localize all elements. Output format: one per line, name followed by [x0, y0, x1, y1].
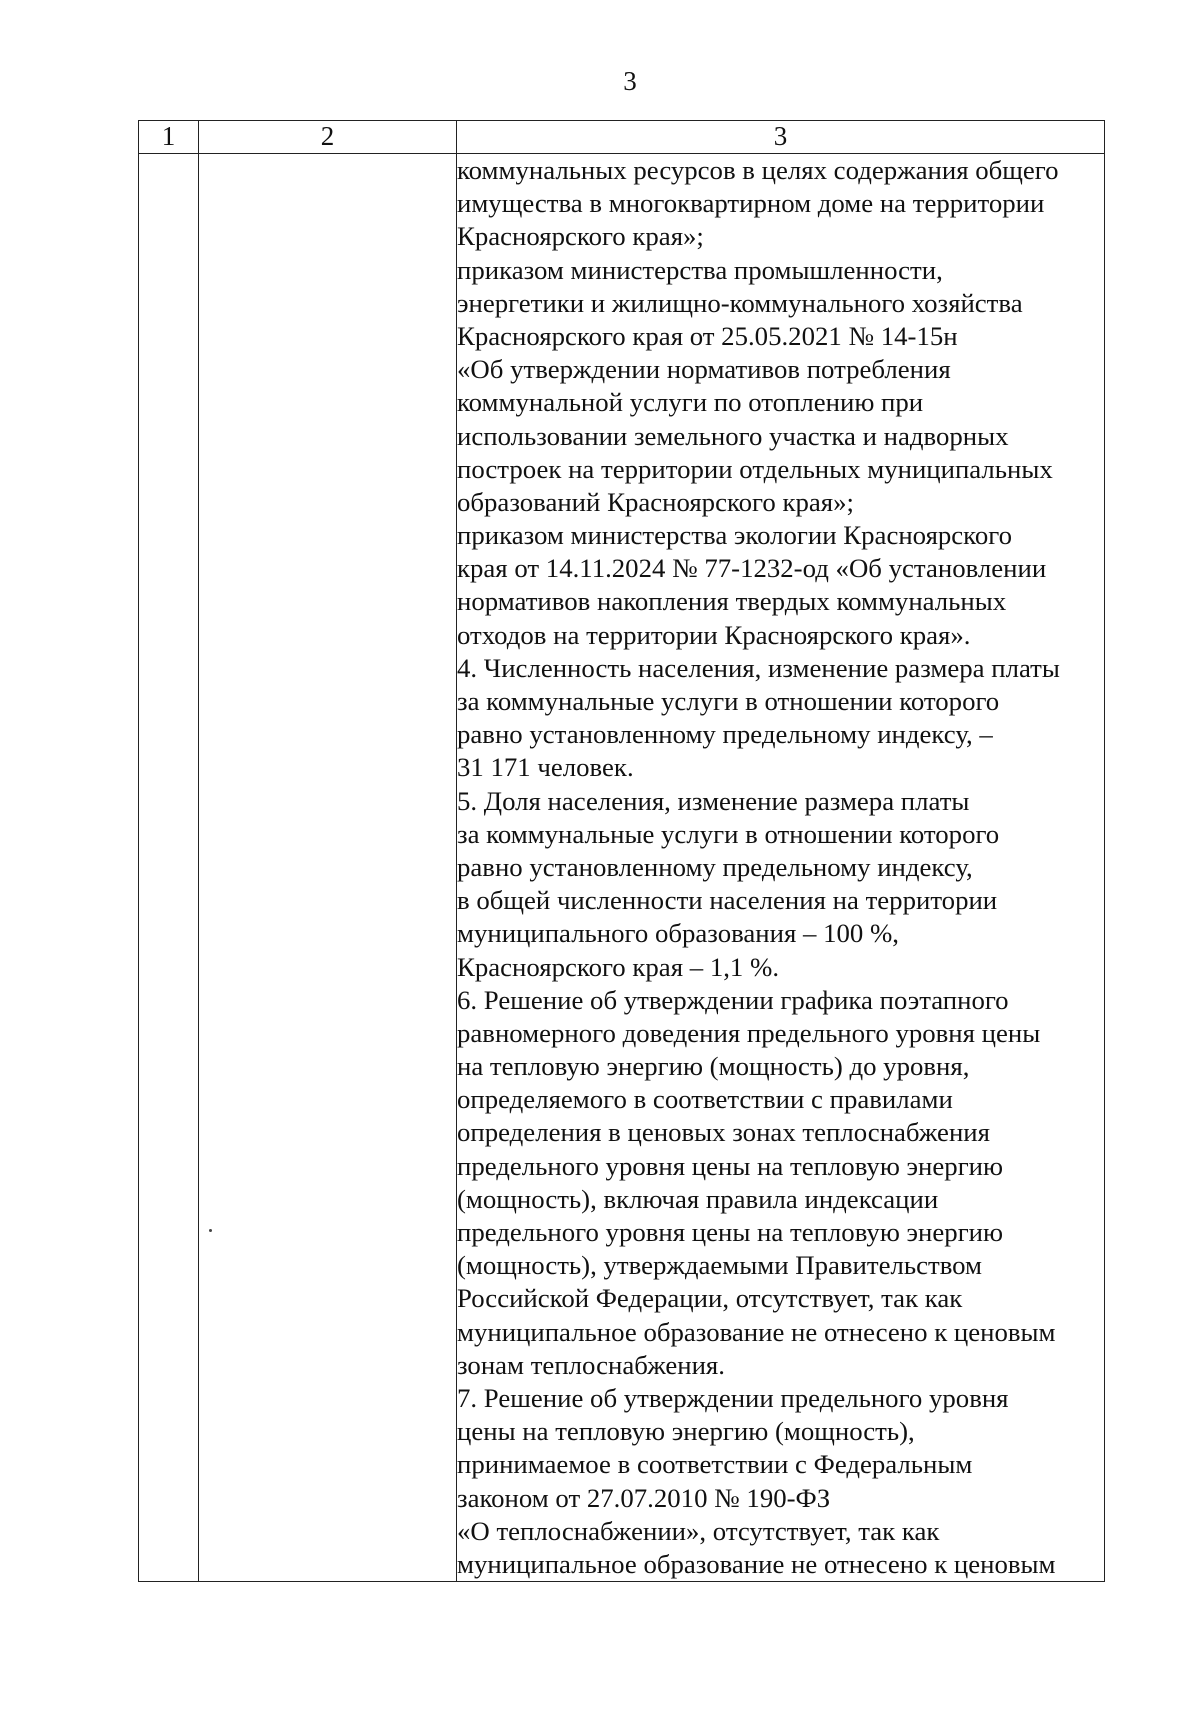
column-1-cell	[139, 154, 199, 1582]
text-line: определяемого в соответствии с правилами	[457, 1084, 953, 1115]
text-line: коммунальных ресурсов в целях содержания общего	[457, 155, 1059, 185]
text-line: Красноярского края»;	[457, 221, 704, 252]
text-line: приказом министерства экологии Красноярского	[457, 520, 1012, 551]
text-line: использовании земельного участка и надворных	[457, 420, 1009, 451]
column-2-cell	[199, 154, 457, 1582]
text-line: на тепловую энергию (мощность) до уровня,	[457, 1051, 970, 1082]
table-row	[139, 154, 1105, 1582]
text-line: образований Красноярского края»;	[457, 486, 854, 517]
document-table	[138, 120, 1105, 1582]
text-line: нормативов накопления твердых коммунальных	[457, 586, 1007, 617]
text-line: 5. Доля населения, изменение размера платы	[457, 785, 970, 816]
text-line: зонам теплоснабжения.	[457, 1349, 725, 1380]
text-line: отходов на территории Красноярского края».	[457, 619, 971, 650]
text-line: муниципального образования – 100 %,	[457, 918, 900, 949]
stray-mark	[209, 1229, 212, 1232]
text-line: «О теплоснабжении», отсутствует, так как	[457, 1515, 940, 1546]
text-line: предельного уровня цены на тепловую энергию	[457, 1217, 1004, 1247]
text-line: определения в ценовых зонах теплоснабжения	[457, 1117, 990, 1148]
text-line: равномерного доведения предельного уровня цены	[457, 1017, 1041, 1048]
text-line: энергетики и жилищно-коммунального хозяйства	[457, 287, 1023, 318]
table-header-row	[139, 121, 1105, 154]
column-header-2: 2	[199, 121, 457, 154]
text-line: 6. Решение об утверждении графика поэтапного	[457, 984, 1009, 1015]
column-header-3: 3	[457, 121, 1105, 154]
text-line: 31 171 человек.	[457, 752, 634, 783]
text-line: муниципальное образование не отнесено к ценовым	[457, 1316, 1056, 1347]
text-line: цены на тепловую энергию (мощность),	[457, 1416, 915, 1447]
text-line: принимаемое в соответствии с Федеральным	[457, 1449, 973, 1480]
page-number: 3	[623, 66, 637, 96]
text-line: Красноярского края – 1,1 %.	[457, 951, 780, 982]
text-line: (мощность), утверждаемыми Правительством	[457, 1250, 983, 1281]
text-line: построек на территории отдельных муниципальных	[457, 453, 1053, 484]
text-line: 4. Численность населения, изменение размера платы	[457, 652, 1060, 683]
text-line: в общей численности населения на территории	[457, 885, 998, 916]
text-line: Российской Федерации, отсутствует, так как	[457, 1283, 963, 1314]
text-line: равно установленному предельному индексу,	[457, 851, 973, 882]
text-line: края от 14.11.2024 № 77-1232-од «Об установлении	[457, 553, 1047, 584]
column-header-1: 1	[139, 121, 199, 154]
text-line: Красноярского края от 25.05.2021 № 14-15н	[457, 320, 958, 351]
text-line: за коммунальные услуги в отношении которого	[457, 686, 1000, 716]
text-line: приказом министерства промышленности,	[457, 254, 943, 285]
text-line: «Об утверждении нормативов потребления	[457, 354, 951, 385]
text-line: за коммунальные услуги в отношении которого	[457, 818, 1000, 849]
text-line: муниципальное образование не отнесено к ценовым	[457, 1548, 1056, 1579]
text-line: предельного уровня цены на тепловую энергию	[457, 1150, 1004, 1181]
text-line: равно установленному предельному индексу, –	[457, 719, 993, 750]
column-3-cell	[457, 154, 1105, 1582]
text-line: (мощность), включая правила индексации	[457, 1183, 939, 1214]
text-line: имущества в многоквартирном доме на территории	[457, 188, 1045, 219]
text-line: коммунальной услуги по отоплению при	[457, 387, 924, 418]
text-line: законом от 27.07.2010 № 190-ФЗ	[457, 1482, 831, 1513]
text-line: 7. Решение об утверждении предельного уровня	[457, 1382, 1009, 1413]
